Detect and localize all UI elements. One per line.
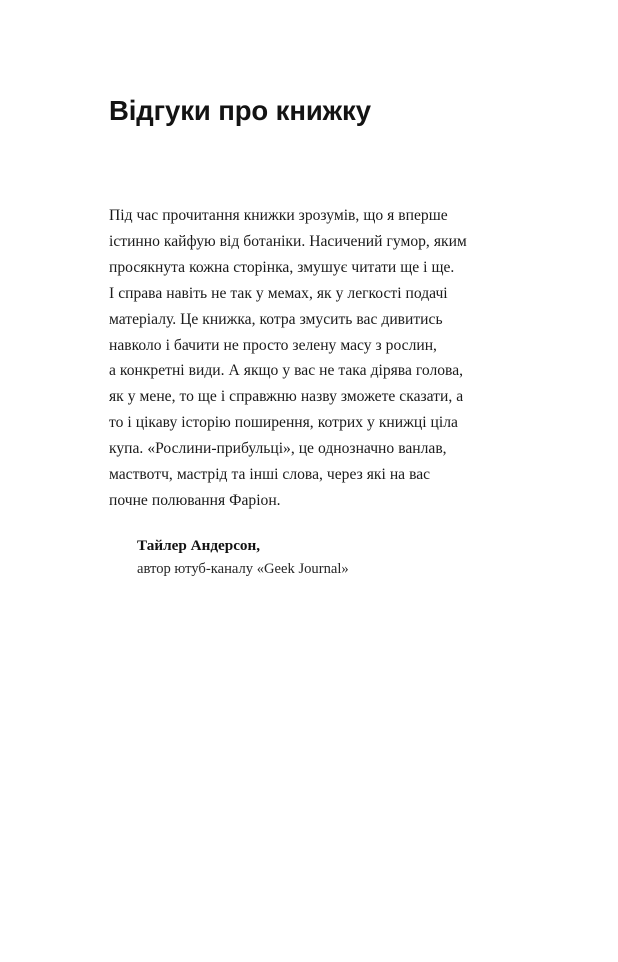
testimonial-body	[109, 203, 527, 514]
body-line: Під час прочитання книжки зрозумів, що я вперше	[109, 207, 448, 224]
body-line: а конкретні види. А якщо у вас не така дірява голова,	[109, 362, 464, 380]
body-line: матеріалу. Це книжка, котра змусить вас дивитись	[109, 310, 443, 328]
testimonial-block	[109, 203, 527, 581]
body-line: І справа навіть не так у мемах, як у легкості подачі	[109, 284, 448, 302]
body-line: почне полювання Фаріон.	[109, 491, 281, 509]
page-title: Відгуки про книжку	[109, 95, 371, 126]
body-line: просякнута кожна сторінка, змушує читати ще і ще.	[109, 258, 455, 276]
body-line: істинно кайфую від ботаніки. Насичений гумор, яким	[109, 232, 467, 250]
testimonial-attribution	[109, 514, 527, 581]
attribution-author-role: автор ютуб-каналу «Geek Journal»	[137, 560, 349, 577]
body-line: маствотч, мастрід та інші слова, через які на вас	[109, 466, 431, 484]
body-line: як у мене, то ще і справжню назву зможете сказати, а	[109, 388, 464, 406]
body-line: купа. «Рослини-прибульці», це однозначно ванлав,	[109, 440, 447, 458]
body-line: навколо і бачити не просто зелену масу з рослин,	[109, 336, 437, 354]
attribution-author-name: Тайлер Андерсон,	[137, 536, 261, 554]
body-line: то і цікаву історію поширення, котрих у книжці ціла	[109, 414, 458, 432]
